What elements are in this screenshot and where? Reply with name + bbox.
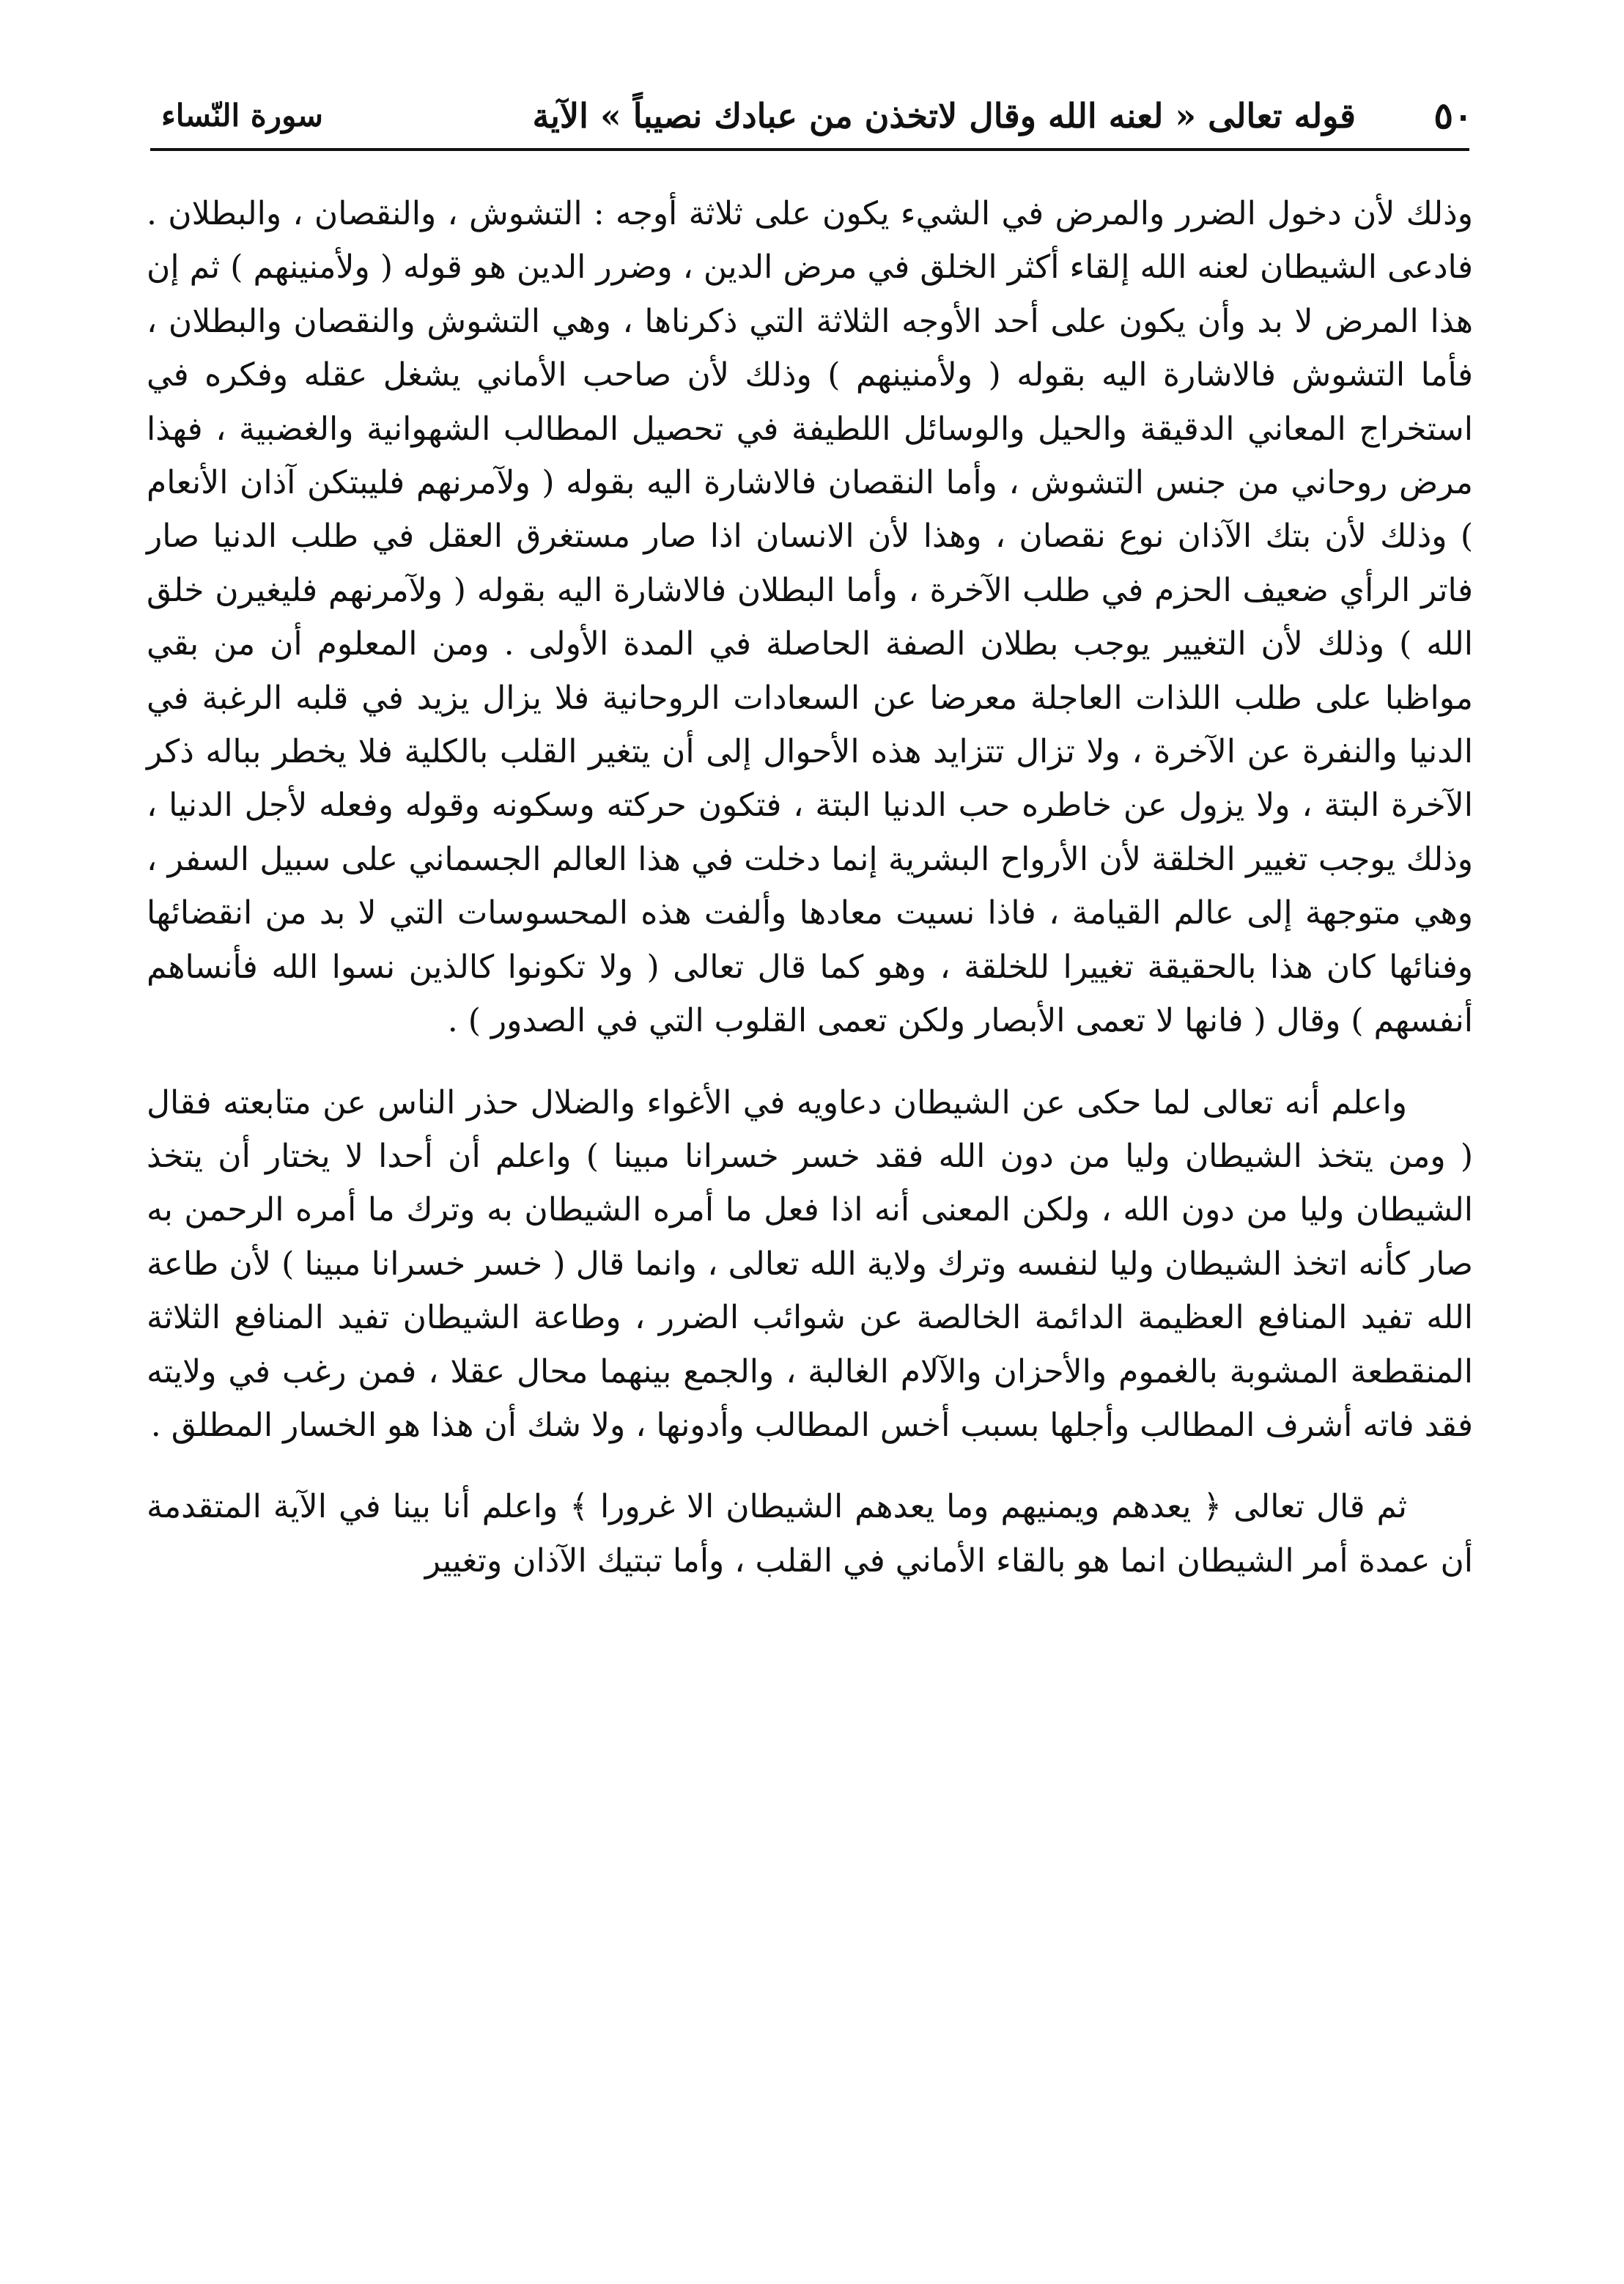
header-divider bbox=[150, 148, 1469, 151]
page-number: ٥٠ bbox=[1433, 94, 1473, 137]
body-text bbox=[147, 187, 1473, 1588]
paragraph-1: وذلك لأن دخول الضرر والمرض في الشيء يكون على ثلاثة أوجه : التشوش ، والنقصان ، والبطلان . فادعى الشيطان لعنه الله إلقاء أكثر الخلق في مرض الدين ، وضرر الدين هو قوله ( ولأمنينهم ) ثم إن هذا المرض لا بد وأن يكون على أحد الأوجه الثلاثة التي ذكرناها ، وهي التشوش والنقصان والبطلان ، فأما التشوش فالاشارة اليه بقوله ( ولأمنينهم ) وذلك لأن صاحب الأماني يشغل عقله وفكره في استخراج المعاني الدقيقة والحيل والوسائل اللطيفة في تحصيل المطالب الشهوانية والغضبية ، فهذا مرض روحاني من جنس التشوش ، وأما النقصان فالاشارة اليه بقوله ( ولآمرنهم فليبتكن آذان الأنعام ) وذلك لأن بتك الآذان نوع نقصان ، وهذا لأن الانسان اذا صار مستغرق العقل في طلب الدنيا صار فاتر الرأي ضعيف الحزم في طلب الآخرة ، وأما البطلان فالاشارة اليه بقوله ( ولآمرنهم فليغيرن خلق الله ) وذلك لأن التغيير يوجب بطلان الصفة الحاصلة في المدة الأولى . ومن المعلوم أن من بقي مواظبا على طلب اللذات العاجلة معرضا عن السعادات الروحانية فلا يزال يزيد في قلبه الرغبة في الدنيا والنفرة عن الآخرة ، ولا تزال تتزايد هذه الأحوال إلى أن يتغير القلب بالكلية فلا يخطر بباله ذكر الآخرة البتة ، ولا يزول عن خاطره حب الدنيا البتة ، فتكون حركته وسكونه وقوله وفعله لأجل الدنيا ، وذلك يوجب تغيير الخلقة لأن الأرواح البشرية إنما دخلت في هذا العالم الجسماني على سبيل السفر ، وهي متوجهة إلى عالم القيامة ، فاذا نسيت معادها وألفت هذه المحسوسات التي لا بد من انقضائها وفنائها كان هذا بالحقيقة تغييرا للخلقة ، وهو كما قال تعالى ( ولا تكونوا كالذين نسوا الله فأنساهم أنفسهم ) وقال ( فانها لا تعمى الأبصار ولكن تعمى القلوب التي في الصدور ) . bbox=[147, 195, 1474, 1040]
running-title: قوله تعالى « لعنه الله وقال لاتخذن من عبادك نصيباً » الآية bbox=[532, 96, 1356, 136]
paragraph-spacer bbox=[147, 1048, 1473, 1076]
surah-name: سورة النّساء bbox=[161, 97, 323, 133]
paragraph-2: واعلم أنه تعالى لما حكى عن الشيطان دعاويه في الأغواء والضلال حذر الناس عن متابعته فقال ( ومن يتخذ الشيطان وليا من دون الله فقد خسر خسرانا مبينا ) واعلم أن أحدا لا يختار أن يتخذ الشيطان وليا من دون الله ، ولكن المعنى أنه اذا فعل ما أمره الشيطان به وترك ما أمره الرحمن به صار كأنه اتخذ الشيطان وليا لنفسه وترك ولاية الله تعالى ، وانما قال ( خسر خسرانا مبينا ) لأن طاعة الله تفيد المنافع العظيمة الدائمة الخالصة عن شوائب الضرر ، وطاعة الشيطان تفيد المنافع الثلاثة المنقطعة المشوبة بالغموم والأحزان والآلام الغالبة ، والجمع بينهما محال عقلا ، فمن رغب في ولايته فقد فاته أشرف المطالب وأجلها بسبب أخس المطالب وأدونها ، ولا شك أن هذا هو الخسار المطلق . bbox=[147, 1083, 1473, 1444]
paragraph-3: ثم قال تعالى ﴿ يعدهم ويمنيهم وما يعدهم الشيطان الا غرورا ﴾ واعلم أنا بينا في الآية المتقدمة أن عمدة أمر الشيطان انما هو بالقاء الأماني في القلب ، وأما تبتيك الآذان وتغيير bbox=[147, 1488, 1473, 1580]
page-header bbox=[147, 86, 1473, 145]
paragraph-spacer bbox=[147, 1452, 1473, 1480]
